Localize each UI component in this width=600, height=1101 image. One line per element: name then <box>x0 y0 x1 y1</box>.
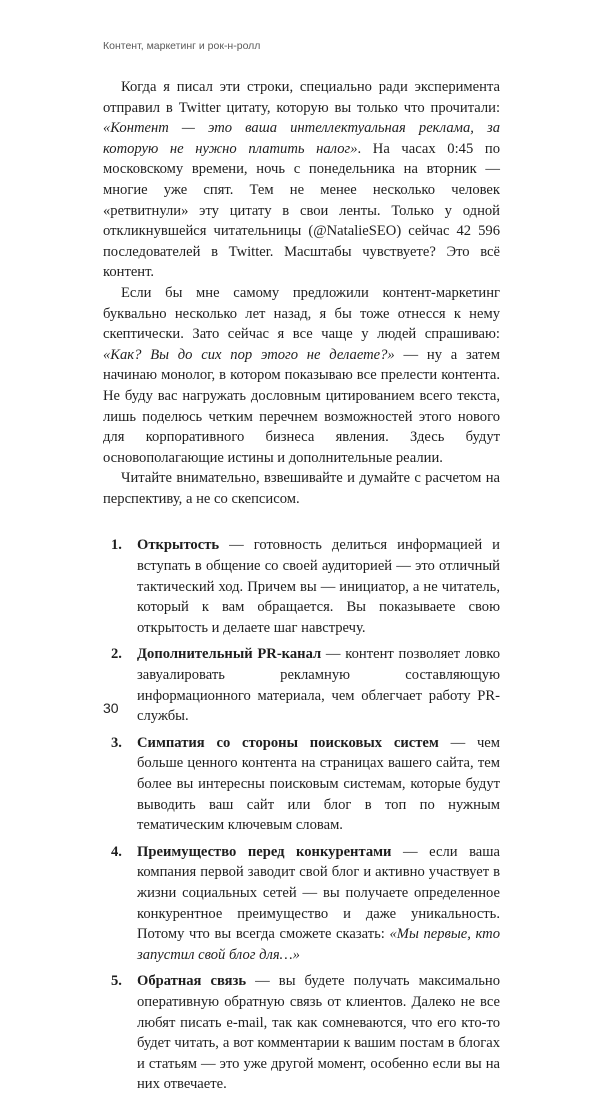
quote: «Мы первые, кто запустил свой блог для…» <box>137 926 500 963</box>
list-text: — вы будете получать максимально оперативную обратную связь от клиентов. Далеко не все любят писать e-mail, так как сомневаются, что его кто-то будет читать, а вот комментарии к вашим постам в блогах и статьям — это уже другой момент, особенно если вы на них отвечаете. <box>137 973 500 1093</box>
list-number: 5. <box>111 973 122 990</box>
list-number: 2. <box>111 646 122 663</box>
list-term: Дополнительный PR-канал <box>137 646 322 663</box>
text: . На часах 0:45 по московскому времени, ночь с понедельника на вторник — многие уже спят. Тем не менее несколько человек «ретвитнули» эту цитату в свои ленты. Только у одной откликнувшейся читательницы (@NatalieSEO) сейчас 42 596 последователей в Twitter. Масштабы чувствуете? Это всё контент. <box>103 140 500 281</box>
list-item <box>103 842 500 966</box>
text: — ну а затем начинаю монолог, в котором показываю все прелести контента. Не буду вас нагружать дословным цитированием всего текста, лишь поделюсь четким перечнем возможностей этого нового для корпоративного бизнеса явления. Здесь будут основополагающие истины и дополнительные реалии. <box>103 346 500 466</box>
list-item <box>103 971 500 1095</box>
list-text: — готовность делиться информацией и вступать в общение со своей аудиторией — это отличный тактический ход. Причем вы — инициатор, а не читатель, который к вам обращается. Вы показываете свою открытость и делаете шаг навстречу. <box>137 537 500 636</box>
list-term: Обратная связь <box>137 973 247 990</box>
quote: «Как? Вы до сих пор этого не делаете?» <box>103 346 395 363</box>
list-term: Преимущество перед конкурентами <box>137 843 392 860</box>
page-body <box>103 77 500 1101</box>
list-number: 3. <box>111 734 122 751</box>
list-term: Открытость <box>137 537 220 554</box>
text: Если бы мне самому предложили контент-маркетинг буквально несколько лет назад, я бы тоже отнесся к нему скептически. Зато сейчас я все чаще у людей спрашиваю: <box>103 284 500 343</box>
list-number: 4. <box>111 843 122 860</box>
text: Когда я писал эти строки, специально ради эксперимента отправил в Twitter цитату, которую вы только что прочитали: <box>103 79 500 116</box>
list-item <box>103 535 500 638</box>
list-number: 1. <box>111 537 122 554</box>
list-text: — контент позволяет ловко завуалировать рекламную составляющую информационного материала, чем облегчает работу PR-службы. <box>137 646 500 725</box>
running-header: Контент, маркетинг и рок-н-ролл <box>103 40 261 52</box>
list-item <box>103 733 500 836</box>
page-number: 30 <box>103 700 119 716</box>
list-text: — чем больше ценного контента на страницах вашего сайта, тем более вы интересны поисковым системам, которые будут выводить ваш сайт или блог в топ по нужным тематическим ключевым словам. <box>137 734 500 834</box>
benefits-list <box>103 535 500 1094</box>
quote: «Контент — это ваша интеллектуальная реклама, за которую не нужно платить налог» <box>103 120 500 157</box>
paragraph: Читайте внимательно, взвешивайте и думайте с расчетом на перспективу, а не со скепсисом. <box>103 470 500 507</box>
paragraph <box>103 283 500 468</box>
paragraph <box>103 77 500 283</box>
list-text: — если ваша компания первой заводит свой блог и активно участвует в жизни социальных сетей — вы получаете определенное конкурентное преимущество и даже уникальность. Потому что вы всегда сможете сказать: <box>137 843 500 943</box>
list-term: Симпатия со стороны поисковых систем <box>137 734 439 751</box>
list-item <box>103 644 500 726</box>
